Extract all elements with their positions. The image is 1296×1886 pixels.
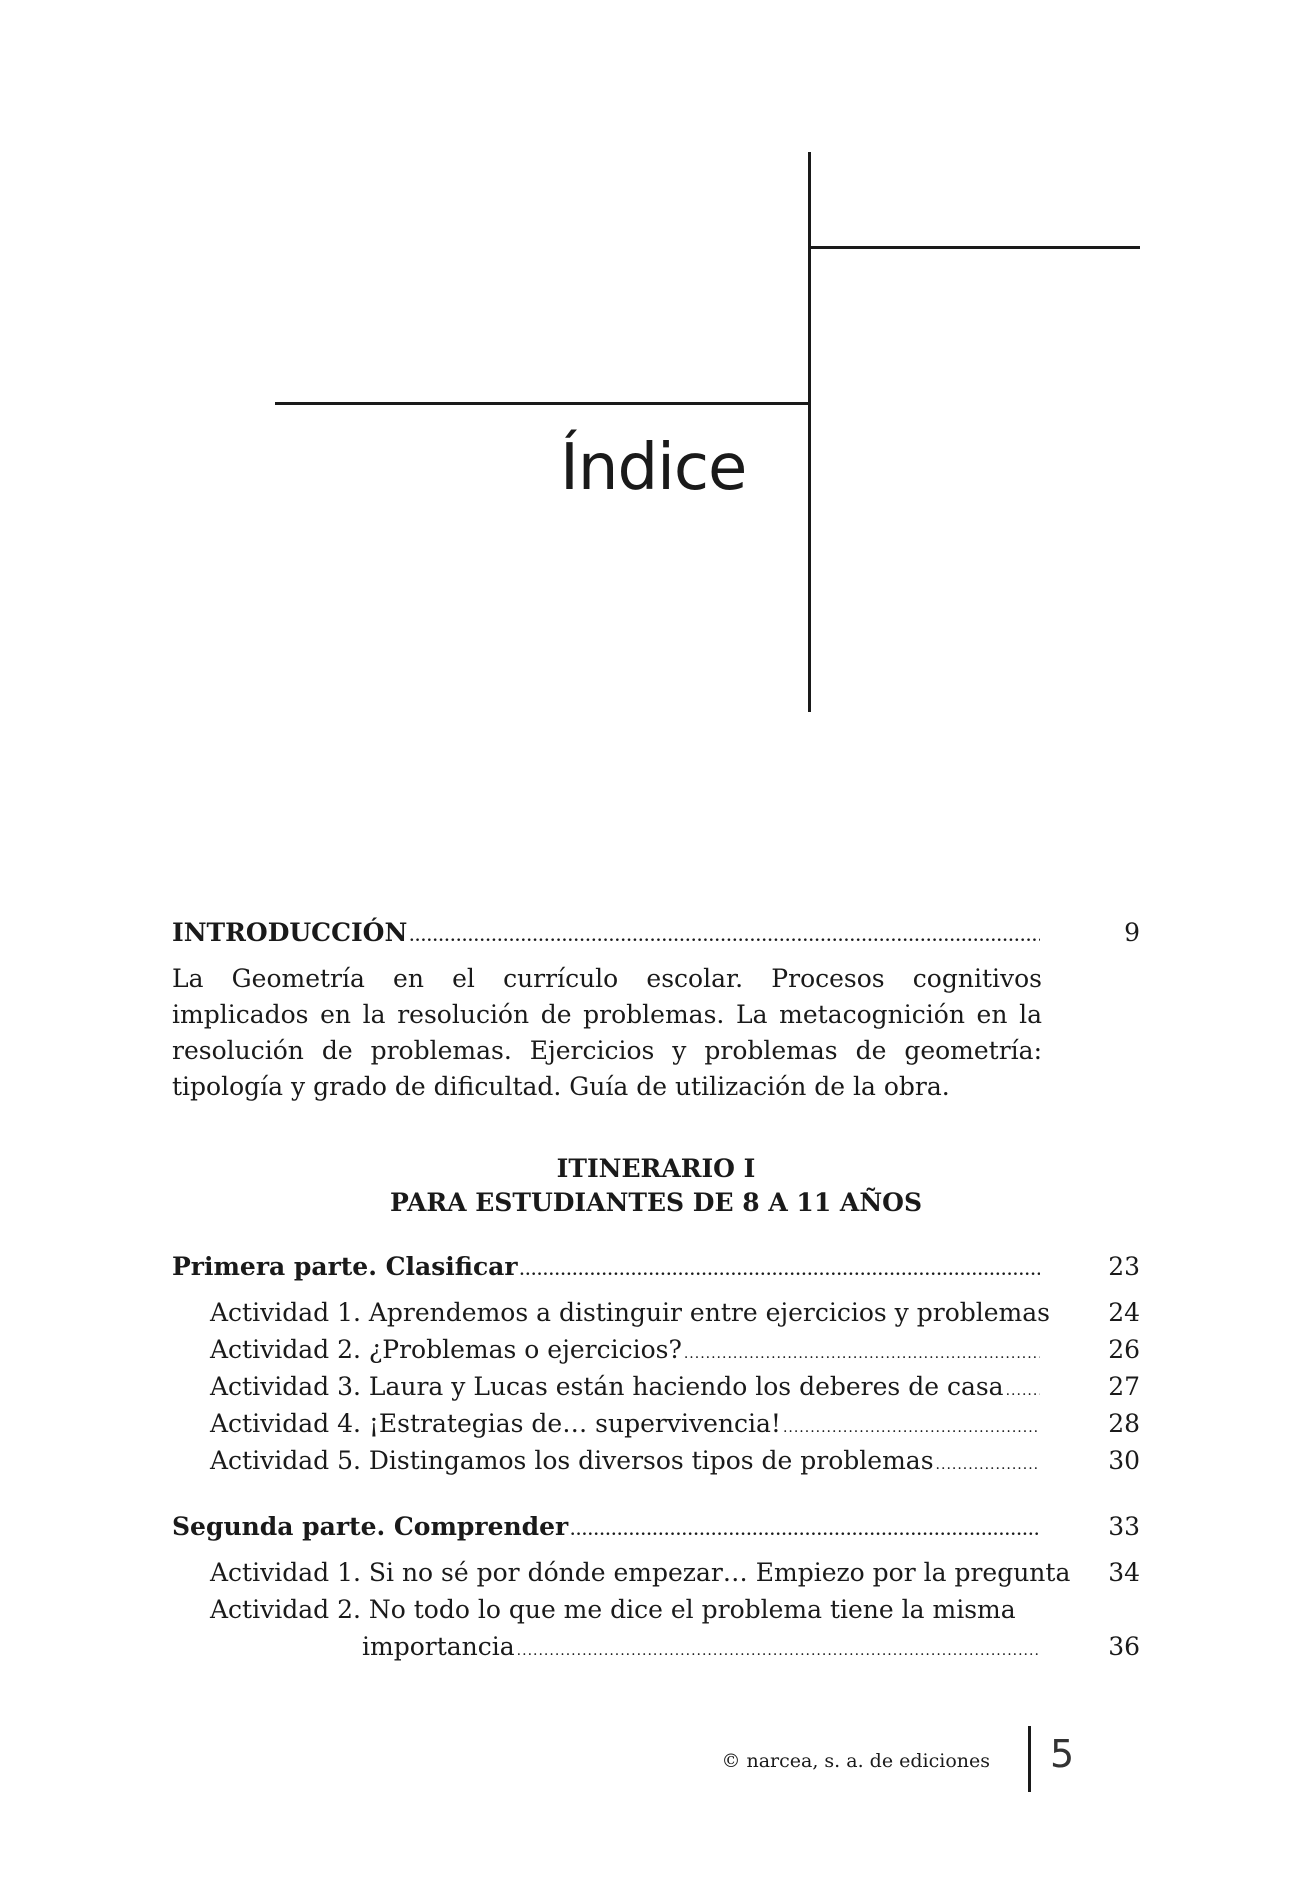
- title-top-rule: [810, 246, 1140, 249]
- title-left-rule: [275, 402, 810, 405]
- toc-entry-page: 26: [1108, 1335, 1140, 1364]
- toc-activity[interactable]: [362, 1632, 1042, 1662]
- toc-entry-label: Actividad 3. Laura y Lucas están haciendo los deberes de casa: [210, 1372, 1004, 1401]
- toc-entry-page: 27: [1108, 1372, 1140, 1401]
- page-title: Índice: [560, 431, 747, 505]
- footer-copyright: © narcea, s. a. de ediciones: [721, 1750, 990, 1772]
- toc-entry-label: Actividad 1. Aprendemos a distinguir entre ejercicios y problemas: [210, 1298, 1050, 1327]
- toc-entry-page: 9: [1124, 918, 1140, 947]
- dot-leader: [517, 1643, 1040, 1660]
- toc-entry-page: 36: [1108, 1632, 1140, 1661]
- toc-entry-label: Primera parte. Clasificar: [172, 1252, 518, 1281]
- toc-entry-page: 33: [1108, 1512, 1140, 1541]
- toc-entry-label: Actividad 2. ¿Problemas o ejercicios?: [210, 1335, 682, 1364]
- dot-leader: [520, 1263, 1040, 1280]
- toc-part-primera[interactable]: [172, 1252, 1042, 1282]
- toc-activity[interactable]: [210, 1298, 1050, 1328]
- toc-entry-label: INTRODUCCIÓN: [172, 918, 408, 947]
- footer-divider: [1028, 1726, 1031, 1792]
- toc-entry-label: Segunda parte. Comprender: [172, 1512, 569, 1541]
- toc-entry-page: 23: [1108, 1252, 1140, 1281]
- footer-page-number: 5: [1050, 1732, 1075, 1776]
- dot-leader: [684, 1346, 1040, 1363]
- toc-activity[interactable]: [210, 1558, 1071, 1588]
- dot-leader: [936, 1457, 1040, 1474]
- dot-leader: [409, 929, 1040, 946]
- toc-entry-page: 24: [1108, 1298, 1140, 1327]
- dot-leader: [783, 1420, 1040, 1437]
- toc-activity[interactable]: [210, 1335, 1042, 1365]
- itinerary-subtitle: PARA ESTUDIANTES DE 8 A 11 AÑOS: [389, 1188, 923, 1217]
- toc-entry-page: 34: [1108, 1558, 1140, 1587]
- introduction-description: La Geometría en el currículo escolar. Procesos cognitivos implicados en la resolución de problemas. La metacognición en la resolución de problemas. Ejercicios y problemas de geometría: tipología y grado de dificultad. Guía de utilización de la obra.: [172, 964, 1042, 1101]
- toc-activity-label-first-line[interactable]: Actividad 2. No todo lo que me dice el problema tiene la misma: [210, 1595, 1016, 1624]
- toc-entry-page: 28: [1108, 1409, 1140, 1438]
- title-vertical-rule: [808, 152, 811, 712]
- toc-entry-page: 30: [1108, 1446, 1140, 1475]
- dot-leader: [570, 1523, 1040, 1540]
- dot-leader: [1006, 1383, 1040, 1400]
- toc-activity[interactable]: [210, 1372, 1042, 1402]
- toc-entry-introduccion[interactable]: [172, 918, 1042, 948]
- toc-entry-label: Actividad 4. ¡Estrategias de… supervivencia!: [210, 1409, 781, 1438]
- toc-activity[interactable]: [210, 1446, 1042, 1476]
- toc-activity[interactable]: [210, 1409, 1042, 1439]
- toc-part-segunda[interactable]: [172, 1512, 1042, 1542]
- toc-entry-label: Actividad 1. Si no sé por dónde empezar… Empiezo por la pregunta: [210, 1558, 1071, 1587]
- itinerary-title: ITINERARIO I: [556, 1154, 756, 1183]
- toc-entry-label: importancia: [362, 1632, 515, 1661]
- toc-entry-label: Actividad 5. Distingamos los diversos tipos de problemas: [210, 1446, 934, 1475]
